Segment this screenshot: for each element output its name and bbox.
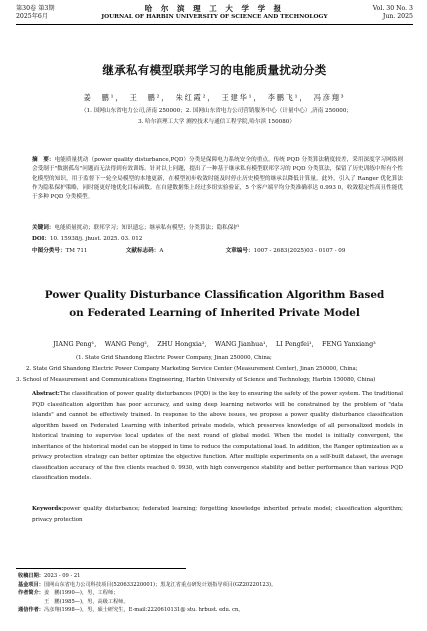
title-en (16, 286, 413, 322)
received-value: 2023 - 09 - 21 (43, 573, 81, 579)
title-cn: 继承私有模型联邦学习的电能质量扰动分类 (102, 63, 327, 77)
journal-header (16, 5, 413, 23)
classification-row (32, 247, 403, 256)
date-cn: 2025年6月 (16, 13, 49, 20)
fund-value: 国网山东省电力公司科技项目(520633220001)；黑龙江省重点研发计划指导项目(GZ20220123)。 (43, 581, 277, 588)
affiliation-en-line: (1. State Grid Shandong Electric Power Company, Jinan 250000, China; (76, 355, 272, 361)
abstract-en-text: The classification of power quality disturbances (PQD) is the key to ensuring the safety of the power system. The traditional PQD classification algorithm has poor accuracy, and using deep learning networks will be constrained by the problem of "data islands" and cannot be effectively trained. In response to the above issues, we propose a power quality disturbance classification algorithm based on Federated Learning with inherited private models, which preserves knowledge of all personalized models in historical training to supervise local updates of the next round of global model. When the model is initially convergent, the inheritance of the historical model can be stopped in time to reduce the computational load. In addition, the Ranger optimization as a privacy protection strategy can better optimize the objective function. After multiple experiments on a self-built dataset, the average classification accuracy of the five clients reached 0. 9930, with high convergence stability and better performance than various PQD classification models. (32, 391, 403, 481)
authors-en: JIANG Peng¹, WANG Peng², ZHU Hongxia², WANG Jianhua¹, LI Pengfei¹, FENG Yanxiang³ (53, 340, 376, 348)
volume-en: Vol. 30 No. 3 (372, 5, 413, 12)
corr-value: 冯彦翔(1998—)，男，硕士研究生，E-mail:2220610131@ stu. hrbust. edu. cn。 (43, 607, 244, 614)
footnote-bio (18, 589, 413, 598)
affiliation-cn-line: （1. 国网山东省电力公司,济南 250000；2. 国网山东省电力公司营销服务中心（计量中心）,济南 250000； (80, 108, 353, 114)
header-rule (16, 24, 413, 25)
authors-cn: 姜 鹏¹， 王 鹏²， 朱红霞²， 王建华¹， 李鹏飞¹， 冯彦翔³ (83, 93, 346, 102)
corr-label: 通信作者： (18, 607, 44, 614)
keywords-en-text: power quality disturbance; federated learning; forgetting knowledge inherited private model; classification algorithm; privacy protection (32, 506, 403, 523)
bio-value: 姜 鹏(1990—)，男，工程师； (43, 590, 119, 597)
affiliations-en (16, 353, 415, 386)
affiliation-cn-line: 3. 哈尔滨理工大学 测控技术与通信工程学院,哈尔滨 150080） (138, 118, 295, 125)
footnotes (18, 572, 413, 615)
footnote-fund (18, 581, 413, 590)
doi (32, 235, 403, 244)
header-right (373, 5, 413, 21)
keywords-cn (32, 224, 403, 233)
doi-value[interactable]: 10. 15938/j. jhust. 2025. 03. 012 (49, 236, 143, 242)
journal-name-cn: 哈 尔 滨 理 工 大 学 学 报 (144, 4, 285, 13)
footnote-received (18, 572, 413, 581)
abstract-cn-label: 摘 要： (32, 157, 55, 163)
abstract-en (32, 389, 403, 484)
issue-cn: 第30卷 第3期 (16, 5, 55, 12)
title-en-line: on Federated Learning of Inherited Private Model (69, 307, 360, 319)
doc-code-label: 文献标志码： (125, 248, 160, 254)
footnote-bio-2: 王 鹏(1985—)，男，高级工程师。 (44, 598, 129, 605)
affiliation-en-line: 2. State Grid Shandong Electric Power Company Marketing Service Center (Measurement Center), Jinan 250000, China; (26, 366, 358, 372)
keywords-en-label: Keywords: (32, 506, 64, 512)
title-en-line: Power Quality Disturbance Classification Algorithm Based (44, 289, 385, 301)
keywords-cn-text: 电能质量扰动；联邦学习；知识遗忘；继承私有模型；分类算法；隐私保护 (54, 225, 239, 231)
journal-name-en: JOURNAL OF HARBIN UNIVERSITY OF SCIENCE AND TECHNOLOGY (101, 14, 328, 20)
footnote-corresponding (18, 606, 413, 615)
date-en: Jun. 2025 (382, 13, 413, 20)
affiliations-cn (30, 106, 403, 127)
keywords-cn-label: 关键词： (32, 225, 55, 231)
footnote-rule (16, 568, 186, 569)
doc-code-value: A (159, 248, 164, 254)
article-id-label: 文章编号： (225, 248, 254, 254)
bio-label: 作者简介： (18, 590, 44, 597)
abstract-cn (32, 156, 403, 202)
clc-label: 中图分类号： (32, 248, 66, 254)
header-center (16, 5, 413, 21)
keywords-en (32, 504, 403, 525)
received-label: 收稿日期： (18, 573, 44, 579)
fund-label: 基金项目： (18, 581, 44, 588)
affiliation-en-line: 3. School of Measurement and Communications Engineering, Harbin University of Science and Technology, Harbin 150080, China) (16, 377, 376, 383)
abstract-en-label: Abstract: (32, 391, 60, 397)
abstract-cn-text: 电能质量扰动（power quality disturbance,PQD）分类是保障电力系统安全的重点。传统 PQD 分类算法精度较差，采用深度学习网络则会受制于"数据孤岛"问题而无法得到有效训练。针对以上问题，提出了一种基于继承私有模型联邦学习的 PQD 分类算法，保留了历史训练中所有个性化模型的知识，用于监督下一轮全局模型的本地更新，在模型初步收敛时能及时停止历史模型的继承以降低计算量。此外，引入了 Ranger 优化算法作为隐私保护策略，同时能更好地优化目标函数。在自建数据集上经过多组实验验证，5 个客户端平均分类准确率达 0.993 0，收敛稳定性高且性能优于多种 PQD 分类模型。 (32, 157, 403, 201)
doi-label: DOI： (32, 236, 50, 242)
clc-value: TM 711 (65, 248, 88, 254)
article-id-value: 1007 - 2683(2025)03 - 0107 - 09 (253, 248, 346, 254)
